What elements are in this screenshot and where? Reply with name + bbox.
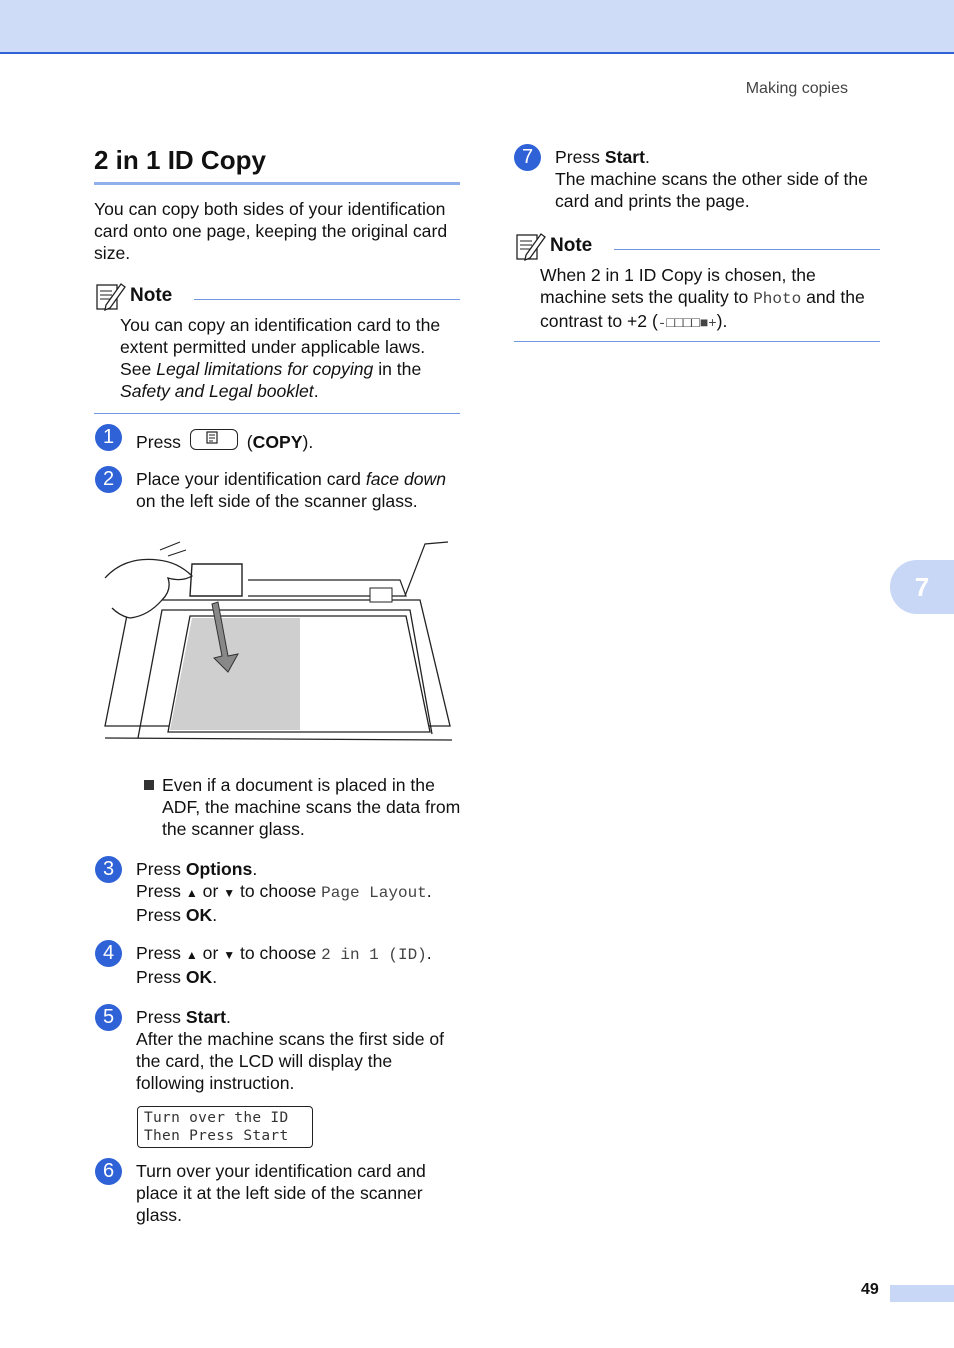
step-number: 6	[95, 1158, 122, 1185]
note-italic-booklet: Safety and Legal booklet	[120, 381, 314, 401]
intro-paragraph: You can copy both sides of your identification card onto one page, keeping the original card size.	[94, 199, 448, 263]
step-text: Press ▲ or ▼ to choose 2 in 1 (ID). Press OK.	[136, 943, 432, 987]
step5-press: Press	[136, 1007, 186, 1027]
step3-press2: Press	[136, 881, 186, 901]
note-heading	[514, 230, 880, 262]
step4-press2: Press	[136, 967, 186, 987]
step-press: Press	[136, 432, 181, 452]
section-title: 2 in 1 ID Copy	[94, 145, 460, 185]
bullet-item	[144, 774, 464, 840]
step4-press: Press	[136, 943, 186, 963]
note-label: Note	[130, 285, 173, 306]
note-italic-ref: Legal limitations for copying	[156, 359, 374, 379]
note-rule	[614, 249, 880, 250]
note-label: Note	[550, 235, 593, 256]
step3-choose: to choose	[235, 881, 322, 901]
copy-key-label: COPY	[252, 432, 303, 452]
bullet-square-icon	[144, 780, 154, 790]
step-number: 7	[514, 144, 541, 171]
options-key: Options	[185, 859, 253, 879]
paren-open: (	[241, 432, 253, 452]
step2-text-b: on the left side of the scanner glass.	[136, 491, 418, 511]
up-arrow-icon: ▲	[185, 948, 198, 962]
note-box-left	[94, 280, 460, 414]
step5-dot: .	[225, 1007, 231, 1027]
step7-press: Press	[555, 147, 605, 167]
note-mid: in the	[373, 359, 422, 379]
down-arrow-icon: ▼	[223, 886, 236, 900]
ok-key: OK	[185, 967, 213, 987]
lcd-line-1: Turn over the ID	[144, 1110, 289, 1126]
scanner-illustration	[100, 538, 456, 744]
up-arrow-icon: ▲	[185, 886, 198, 900]
step7-dot: .	[644, 147, 650, 167]
step3-or: or	[197, 881, 224, 901]
step4-or: or	[197, 943, 224, 963]
ok-key: OK	[185, 905, 213, 925]
menu-value: 2 in 1 (ID)	[321, 946, 427, 964]
start-key: Start	[185, 1007, 226, 1027]
lcd-display	[137, 1106, 313, 1148]
step-number: 5	[95, 1004, 122, 1031]
page-number: 49	[861, 1281, 879, 1298]
note-text-a: When 2 in 1 ID Copy is chosen, the machine sets the quality to	[540, 265, 816, 307]
menu-value: Page Layout	[321, 884, 427, 902]
contrast-scale: -□□□□■+	[657, 316, 717, 332]
step3-press3: Press	[136, 905, 186, 925]
note-line: You can copy an identification card to the extent permitted under applicable laws.	[120, 315, 441, 357]
step-text: Turn over your identification card and place it at the left side of the scanner glass.	[136, 1161, 426, 1225]
chapter-tab: 7	[890, 560, 954, 614]
quality-value: Photo	[753, 290, 802, 308]
step3-dot: .	[252, 859, 258, 879]
note-text-c: ).	[716, 311, 728, 331]
start-key: Start	[604, 147, 645, 167]
step7-text: The machine scans the other side of the card and prints the page.	[555, 169, 868, 211]
step-text	[555, 146, 885, 212]
step-number: 2	[95, 466, 122, 493]
note-body	[540, 264, 880, 335]
step2-italic: face down	[365, 469, 447, 489]
lcd-line-2: Then Press Start	[144, 1128, 289, 1144]
note-heading	[94, 280, 460, 312]
running-head: Making copies	[745, 80, 848, 97]
note-pencil-icon	[514, 231, 546, 261]
note-end: .	[313, 381, 319, 401]
step-text	[136, 468, 464, 512]
step-number: 1	[95, 424, 122, 451]
paren-close: ).	[302, 432, 314, 452]
note-body	[120, 314, 460, 402]
step2-text-a: Place your identification card	[136, 469, 366, 489]
note-text-b: and the contrast to +2 (	[540, 287, 865, 331]
note-box-right	[514, 230, 880, 342]
step-number: 4	[95, 940, 122, 967]
step-text: Press Options. Press ▲ or ▼ to choose Page Layout. Press OK.	[136, 859, 432, 925]
step3-press: Press	[136, 859, 186, 879]
step4-choose: to choose	[235, 943, 322, 963]
copy-key-icon	[190, 429, 238, 450]
step-number: 3	[95, 856, 122, 883]
step-text	[136, 1006, 464, 1094]
note-see: See	[120, 359, 157, 379]
down-arrow-icon: ▼	[223, 948, 236, 962]
note-pencil-icon	[94, 281, 126, 311]
bullet-text: Even if a document is placed in the ADF, the machine scans the data from the scanner glass.	[162, 775, 461, 839]
step5-text: After the machine scans the first side of the card, the LCD will display the following instruction.	[136, 1029, 445, 1093]
page-number-bar	[890, 1285, 954, 1302]
header-band	[0, 0, 954, 54]
step-text	[136, 429, 313, 453]
note-rule	[194, 299, 460, 300]
